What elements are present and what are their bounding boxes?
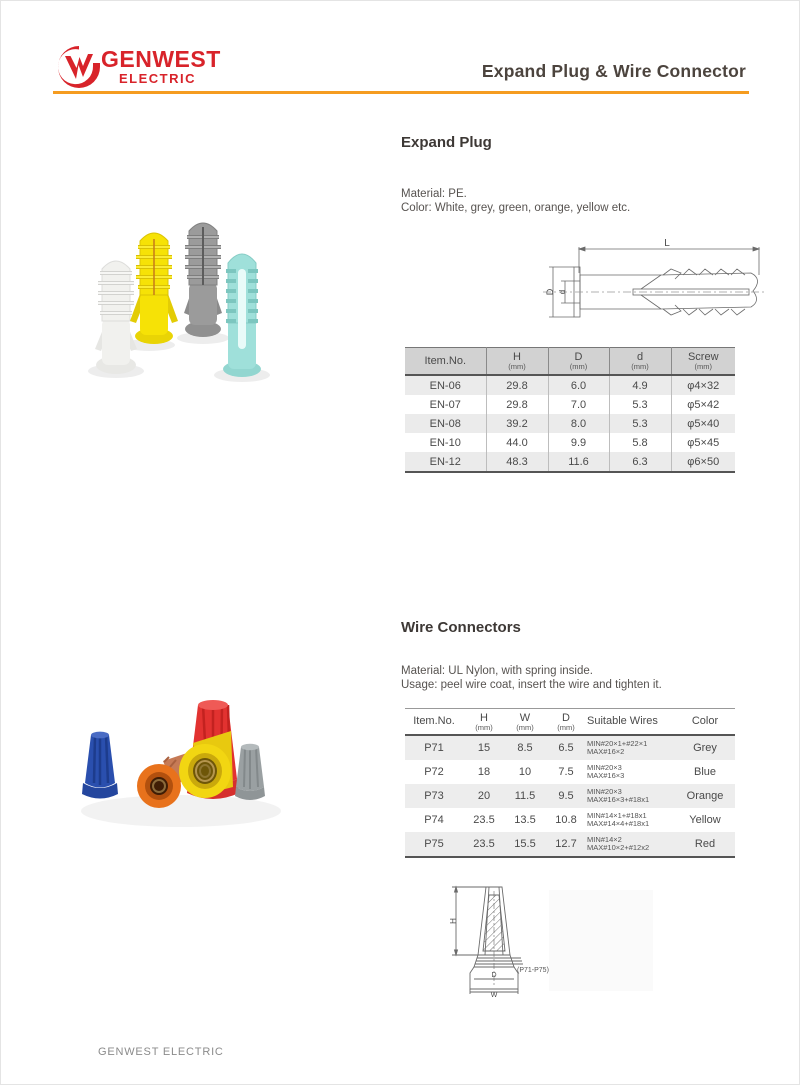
diagram-placeholder-box (549, 890, 653, 991)
cell-item: P72 (424, 766, 444, 778)
dim-label-D: D (545, 288, 555, 296)
cell-d: 5.3 (609, 395, 671, 414)
dim-label-W: W (490, 992, 498, 998)
wire-connectors-usage: Usage: peel wire coat, insert the wire and tighten it. (401, 679, 662, 691)
col-header-item: Item.No. (405, 348, 486, 376)
cell-color: Orange (686, 790, 724, 802)
cell-d: 6.3 (609, 452, 671, 472)
expand-plug-material: Material: PE. (401, 188, 467, 200)
wire-connector-table (405, 708, 735, 858)
connector-blue (82, 732, 118, 799)
cell-item: EN-08 (429, 417, 461, 430)
cell-color: Yellow (689, 814, 721, 826)
table-row (405, 395, 735, 414)
cell-d: 4.9 (609, 375, 671, 395)
expand-plug-table (405, 347, 735, 473)
cell-item: P75 (424, 838, 444, 850)
cell-D: 6.0 (548, 375, 609, 395)
cell-d: 12.7 (555, 838, 577, 850)
cell-h: 23.5 (473, 814, 495, 826)
table-row (405, 832, 735, 857)
dim-label-L: L (664, 238, 670, 249)
cell-wires: MIN#14×1+#18x1 MAX#14×4+#18x1 (587, 811, 650, 828)
cell-D: 8.0 (548, 414, 609, 433)
expand-plug-diagram (541, 237, 769, 323)
dim-label-H: H (449, 918, 458, 924)
cell-wires: MIN#14×2 MAX#10×2+#12x2 (587, 835, 650, 852)
col-header-screw: Screw (mm) (671, 348, 735, 376)
cell-d: 10.8 (555, 814, 577, 826)
expand-plug-photo (61, 199, 323, 405)
dim-label-d: d (558, 289, 567, 295)
cell-h: 20 (477, 790, 491, 802)
table-row (405, 784, 735, 808)
cell-item: EN-10 (429, 436, 461, 449)
table-row (405, 414, 735, 433)
col-header-item: Item.No. (405, 709, 463, 736)
wire-connector-photo (61, 683, 301, 851)
cell-w: 13.5 (514, 814, 536, 826)
cell-w: 11.5 (514, 790, 536, 802)
plug-yellow (130, 233, 178, 344)
brand-subtitle: ELECTRIC (119, 71, 196, 86)
genwest-logo-icon (55, 43, 103, 91)
table-row (405, 808, 735, 832)
cell-screw: φ4×32 (671, 375, 735, 395)
table-row (405, 760, 735, 784)
cell-w: 10 (518, 766, 532, 778)
table-row (405, 735, 735, 760)
connector-grey (235, 744, 265, 800)
col-header-h: H (mm) (463, 709, 505, 736)
cell-d: 9.5 (558, 790, 574, 802)
wire-connectors-heading: Wire Connectors (401, 619, 521, 636)
plug-white (95, 261, 137, 374)
cell-h: 15 (477, 742, 491, 754)
page-title: Expand Plug & Wire Connector (481, 61, 746, 81)
table-header-row (405, 348, 735, 376)
cell-d: 6.5 (558, 742, 574, 754)
cell-color: Grey (693, 742, 717, 754)
header-divider (53, 91, 749, 94)
col-header-w: W (mm) (505, 709, 545, 736)
cell-w: 8.5 (517, 742, 533, 754)
cell-screw: φ5×40 (671, 414, 735, 433)
connector-yellow (179, 731, 233, 798)
cell-wires: MIN#20×3 MAX#16×3+#18x1 (587, 787, 650, 804)
col-header-d: D (mm) (545, 709, 587, 736)
connector-orange (137, 764, 181, 808)
dim-label-D: D (491, 972, 497, 979)
brand-name: GENWEST (101, 46, 221, 72)
cell-h: 18 (477, 766, 491, 778)
cell-color: Red (694, 838, 716, 850)
cell-D: 7.0 (548, 395, 609, 414)
col-header-d-low: d (mm) (609, 348, 671, 376)
col-header-color: Color (675, 709, 735, 736)
cell-screw: φ5×45 (671, 433, 735, 452)
cell-wires: MIN#20×3 MAX#16×3 (587, 763, 625, 780)
brand-text (101, 48, 221, 85)
cell-h: 29.8 (486, 395, 548, 414)
cell-item: EN-07 (429, 398, 461, 411)
cell-item: EN-06 (429, 379, 461, 392)
table-row (405, 433, 735, 452)
cell-D: 9.9 (548, 433, 609, 452)
cell-item: P73 (424, 790, 444, 802)
cell-d: 5.3 (609, 414, 671, 433)
cell-D: 11.6 (548, 452, 609, 472)
cell-item: P74 (424, 814, 444, 826)
cell-d: 5.8 (609, 433, 671, 452)
cell-h: 29.8 (486, 375, 548, 395)
table-row (405, 452, 735, 472)
col-header-d-cap: D (mm) (548, 348, 609, 376)
cell-w: 15.5 (514, 838, 536, 850)
col-header-h: H (mm) (486, 348, 548, 376)
cell-item: EN-12 (429, 455, 461, 468)
expand-plug-color-line: Color: White, grey, green, orange, yellow etc. (401, 202, 631, 214)
table-row (405, 375, 735, 395)
cell-h: 48.3 (486, 452, 548, 472)
cell-color: Blue (693, 766, 717, 778)
diagram-range-label: (P71-P75) (517, 967, 549, 974)
cell-h: 23.5 (473, 838, 495, 850)
footer-brand: GENWEST ELECTRIC (98, 1046, 224, 1058)
wire-connectors-material: Material: UL Nylon, with spring inside. (401, 665, 593, 677)
plug-grey (184, 223, 222, 337)
col-header-wires: Suitable Wires (587, 709, 675, 736)
cell-item: P71 (424, 742, 444, 754)
expand-plug-heading: Expand Plug (401, 134, 492, 151)
cell-h: 39.2 (486, 414, 548, 433)
plug-teal (223, 254, 261, 377)
cell-screw: φ6×50 (671, 452, 735, 472)
cell-screw: φ5×42 (671, 395, 735, 414)
wire-connector-diagram (444, 883, 554, 998)
cell-d: 7.5 (558, 766, 574, 778)
cell-wires: MIN#20×1+#22×1 MAX#16×2 (587, 739, 648, 756)
table-header-row (405, 709, 735, 736)
cell-h: 44.0 (486, 433, 548, 452)
